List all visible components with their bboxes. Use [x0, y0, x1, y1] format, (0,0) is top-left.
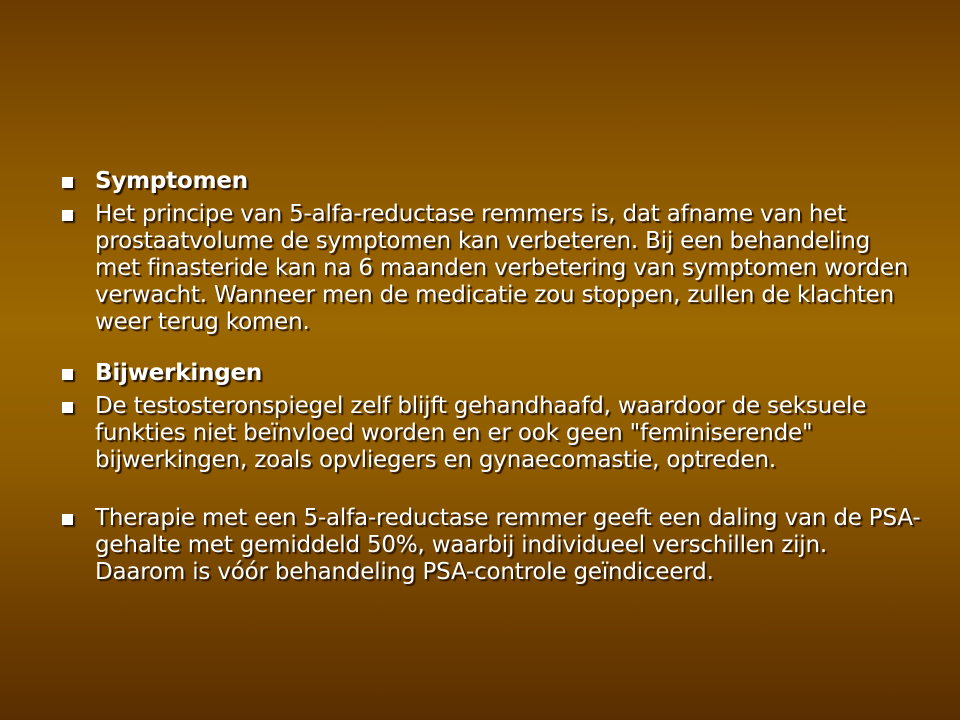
square-bullet-icon — [62, 402, 73, 413]
bullet-text: Het principe van 5-alfa-reductase remmers is, dat afname van het prostaatvolume de symptomen kan verbeteren. Bij een behandeling met finasteride kan na 6 maanden verbetering van symptomen worden verwacht. Wanneer men de medicatie zou stoppen, zullen de klachten weer terug komen. — [95, 201, 909, 335]
bullet-text: Therapie met een 5-alfa-reductase remmer geeft een daling van de PSA-gehalte met gemiddeld 50%, waarbij individueel verschillen zijn. Daarom is vóór behandeling PSA-controle geïndiceerd. — [95, 505, 921, 585]
bullet-item-therapie — [62, 505, 922, 586]
bullet-item-symptomen — [62, 168, 922, 195]
square-bullet-icon — [62, 210, 73, 221]
bullet-item-principe — [62, 201, 922, 336]
bullet-text: De testosteronspiegel zelf blijft gehandhaafd, waardoor de seksuele funkties niet beïnvloed worden en er ook geen "feminiserende" bijwerkingen, zoals opvliegers en gynaecomastie, optreden. — [95, 393, 867, 473]
bullet-text: Bijwerkingen — [95, 360, 263, 386]
bullet-text: Symptomen — [95, 168, 248, 194]
bullet-list — [62, 168, 922, 586]
slide-content — [62, 168, 922, 586]
square-bullet-icon — [62, 177, 73, 188]
square-bullet-icon — [62, 369, 73, 380]
bullet-item-testosteron — [62, 393, 922, 474]
bullet-item-bijwerkingen — [62, 360, 922, 387]
square-bullet-icon — [62, 514, 73, 525]
